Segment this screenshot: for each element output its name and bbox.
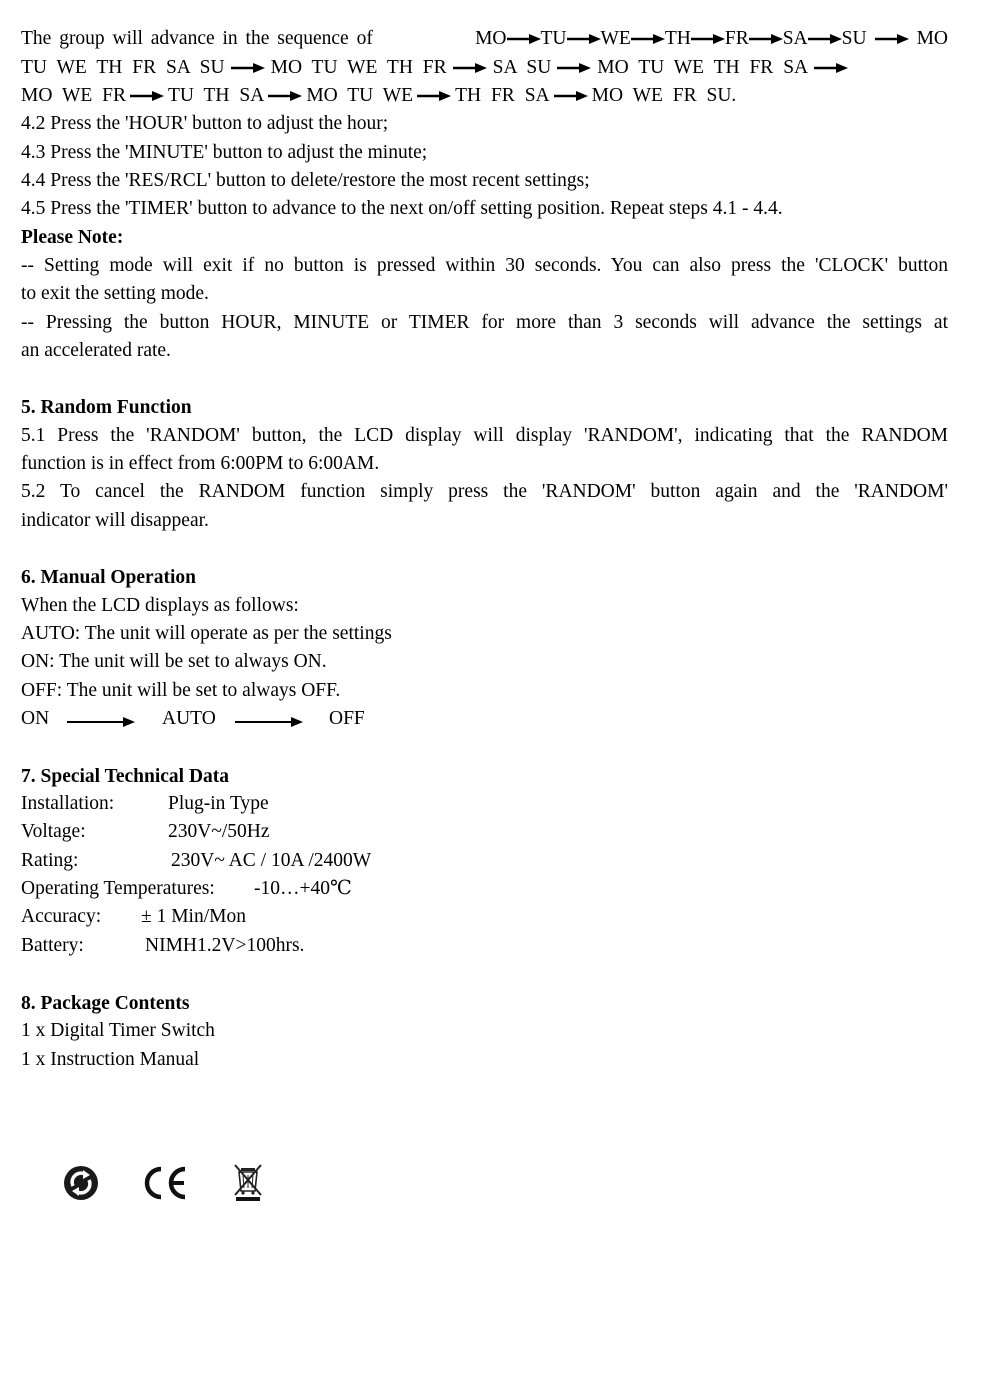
tech-voltage-label: Voltage: [21, 821, 86, 842]
arrow-right-icon [554, 91, 588, 101]
arrow-right-icon [691, 34, 725, 44]
step-4-2: 4.2 Press the 'HOUR' button to adjust the hour; [21, 113, 389, 134]
random-p2-line-1: 5.2 To cancel the RANDOM function simply press the 'RANDOM' button again and the 'RANDOM' [21, 481, 948, 502]
tech-accuracy-value: ± 1 Min/Mon [141, 906, 246, 927]
tech-installation-value: Plug-in Type [168, 793, 269, 814]
arrow-right-icon [875, 34, 909, 44]
arrow-right-icon [453, 63, 487, 73]
day-group: SA SU [492, 57, 552, 78]
green-dot-icon [62, 1164, 100, 1207]
flow-off: OFF [329, 708, 365, 729]
tech-temperature-value: -10…+40℃ [254, 878, 352, 899]
arrow-right-icon [67, 714, 135, 732]
package-item: 1 x Instruction Manual [21, 1049, 200, 1070]
sequence-days-1 [475, 25, 948, 53]
tech-rating-label: Rating: [21, 850, 79, 871]
manual-line-2: AUTO: The unit will operate as per the settings [21, 623, 392, 644]
day-group: MO TU WE TH FR [270, 57, 447, 78]
day-group: TH FR SA [455, 85, 550, 106]
sequence-intro: The group will advance in the sequence of [21, 28, 373, 49]
note-2-line-1: -- Pressing the button HOUR, MINUTE or TIMER for more than 3 seconds will advance the settings at [21, 312, 948, 333]
arrow-right-icon [268, 91, 302, 101]
day-token: MO [475, 28, 507, 49]
day-token: FR [724, 28, 749, 49]
arrow-right-icon [808, 34, 842, 44]
tech-battery-label: Battery: [21, 935, 84, 956]
day-group: MO TU WE [306, 85, 414, 106]
manual-line-1: When the LCD displays as follows: [21, 595, 299, 616]
arrow-right-icon [814, 63, 848, 73]
day-token: TH [664, 28, 691, 49]
day-token: MO [916, 28, 948, 49]
note-1-line-2: to exit the setting mode. [21, 283, 209, 304]
arrow-right-icon [631, 34, 665, 44]
day-token: SA [782, 28, 808, 49]
random-p2-line-2: indicator will disappear. [21, 510, 209, 531]
arrow-right-icon [507, 34, 541, 44]
day-group: MO WE FR [21, 85, 126, 106]
day-token: TU [540, 28, 567, 49]
arrow-right-icon [130, 91, 164, 101]
note-heading: Please Note: [21, 227, 124, 248]
flow-on: ON [21, 708, 50, 729]
tech-battery-value: NIMH1.2V>100hrs. [145, 935, 305, 956]
manual-line-4: OFF: The unit will be set to always OFF. [21, 680, 341, 701]
arrow-right-icon [749, 34, 783, 44]
note-2-line-2: an accelerated rate. [21, 340, 171, 361]
arrow-right-icon [557, 63, 591, 73]
flow-auto: AUTO [162, 708, 216, 729]
day-token: SU [841, 28, 867, 49]
tech-rating-value: 230V~ AC / 10A /2400W [171, 850, 372, 871]
step-4-3: 4.3 Press the 'MINUTE' button to adjust the minute; [21, 142, 428, 163]
day-group: MO TU WE TH FR SA [597, 57, 809, 78]
weee-bin-icon [232, 1162, 264, 1207]
arrow-right-icon [567, 34, 601, 44]
tech-installation-label: Installation: [21, 793, 115, 814]
manual-line-3: ON: The unit will be set to always ON. [21, 651, 327, 672]
package-item: 1 x Digital Timer Switch [21, 1020, 215, 1041]
tech-voltage-value: 230V~/50Hz [168, 821, 270, 842]
arrow-right-icon [235, 714, 303, 732]
section-8-heading: 8. Package Contents [21, 993, 190, 1014]
sequence-line-1 [21, 25, 948, 53]
arrow-right-icon [417, 91, 451, 101]
section-7-heading: 7. Special Technical Data [21, 766, 230, 787]
note-1-line-1: -- Setting mode will exit if no button is pressed within 30 seconds. You can also press the 'CLOCK' button [21, 255, 948, 276]
section-6-heading: 6. Manual Operation [21, 567, 196, 588]
step-4-5: 4.5 Press the 'TIMER' button to advance to the next on/off setting position. Repeat steps 4.1 - 4.4. [21, 198, 783, 219]
tech-temperature-label: Operating Temperatures: [21, 878, 215, 899]
random-p1-line-2: function is in effect from 6:00PM to 6:00AM. [21, 453, 380, 474]
sequence-line-2 [21, 54, 920, 82]
step-4-4: 4.4 Press the 'RES/RCL' button to delete/restore the most recent settings; [21, 170, 590, 191]
ce-mark-icon [142, 1165, 188, 1206]
random-p1-line-1: 5.1 Press the 'RANDOM' button, the LCD display will display 'RANDOM', indicating that the RANDOM [21, 425, 948, 446]
tech-accuracy-label: Accuracy: [21, 906, 102, 927]
day-group: MO WE FR SU. [591, 85, 737, 106]
arrow-right-icon [231, 63, 265, 73]
section-5-heading: 5. Random Function [21, 397, 192, 418]
day-group: TU TH SA [168, 85, 265, 106]
day-group: TU WE TH FR SA SU [21, 57, 225, 78]
sequence-line-3 [21, 82, 820, 110]
day-token: WE [600, 28, 631, 49]
